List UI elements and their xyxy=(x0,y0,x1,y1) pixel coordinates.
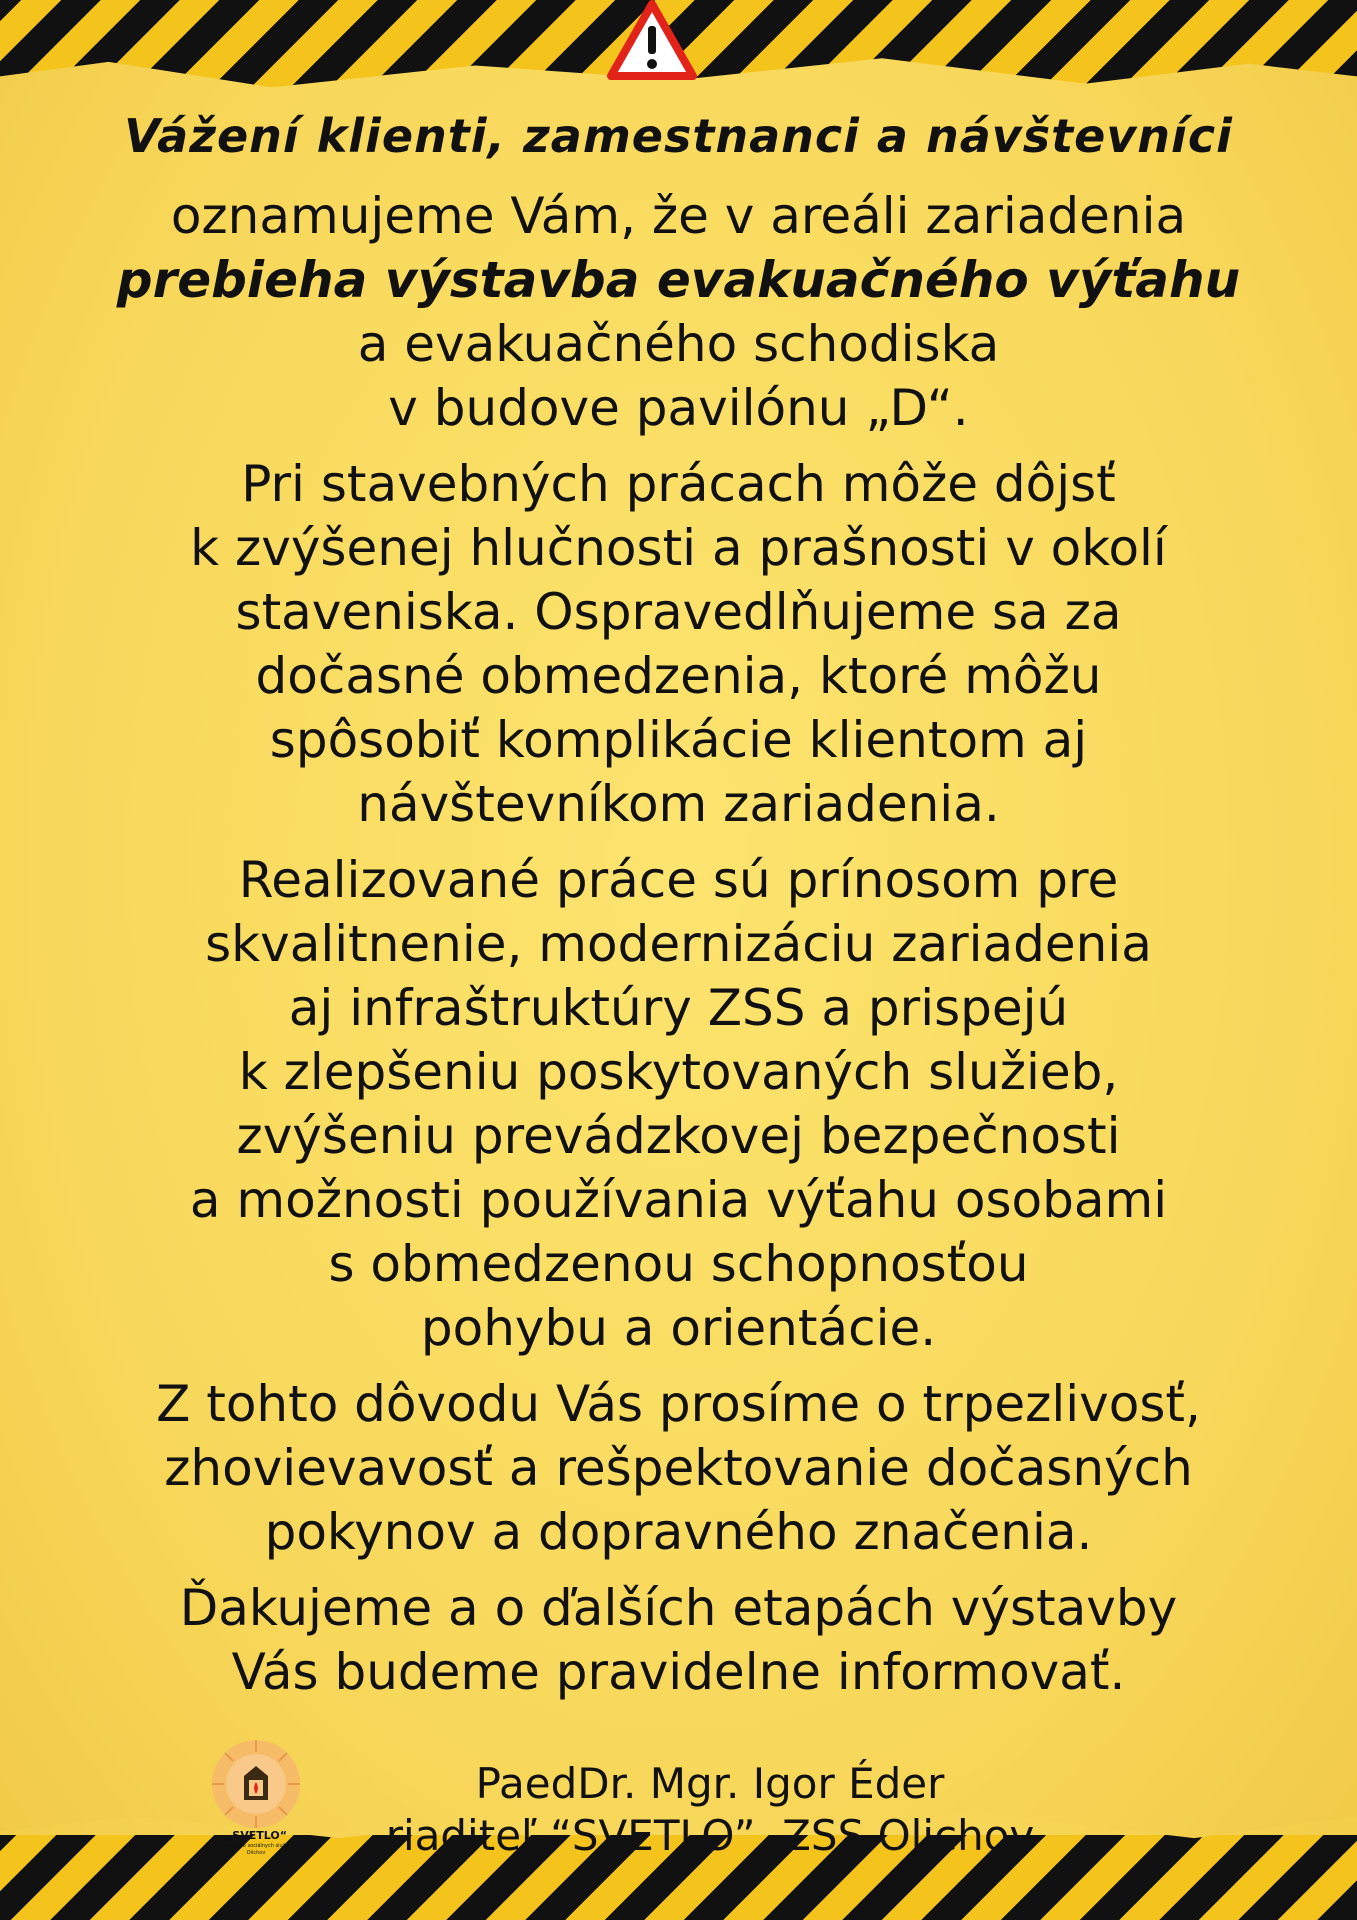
paragraph-benefits xyxy=(0,848,1357,1360)
text-line: a evakuačného schodiska xyxy=(357,315,1000,373)
text-line: oznamujeme Vám, že v areáli zariadenia xyxy=(170,187,1187,245)
text-line: pohybu a orientácie. xyxy=(420,1299,937,1357)
text-line: k zvýšenej hlučnosti a prašnosti v okolí xyxy=(190,519,1167,577)
text-line: dočasné obmedzenia, ktoré môžu xyxy=(255,647,1102,705)
text-line: Vás budeme pravidelne informovať. xyxy=(231,1643,1126,1701)
text-line: v budove pavilónu „D“. xyxy=(388,379,969,437)
paragraph-request xyxy=(0,1372,1357,1564)
text-line: staveniska. Ospravedlňujeme sa za xyxy=(235,583,1122,641)
text-line: Z tohto dôvodu Vás prosíme o trpezlivosť, xyxy=(156,1375,1201,1433)
text-line: zvýšeniu prevádzkovej bezpečnosti xyxy=(236,1107,1121,1165)
text-line: k zlepšeniu poskytovaných služieb, xyxy=(238,1043,1119,1101)
text-line: zhovievavosť a rešpektovanie dočasných xyxy=(164,1439,1193,1497)
text-line: Pri stavebných prácach môže dôjsť xyxy=(241,455,1116,513)
signature-name: PaedDr. Mgr. Igor Éder xyxy=(475,1759,945,1808)
text-line: návštevníkom zariadenia. xyxy=(357,775,1000,833)
signature-title: riaditeľ “SVETLO”, ZSS Olichov xyxy=(385,1811,1035,1860)
paragraph-thanks xyxy=(0,1576,1357,1704)
text-line: a možnosti používania výťahu osobami xyxy=(189,1171,1168,1229)
signature-block xyxy=(320,1758,1100,1862)
text-line: Realizované práce sú prínosom pre xyxy=(238,851,1119,909)
paragraph-announcement xyxy=(0,184,1357,440)
notice-content xyxy=(0,100,1357,1704)
text-line: aj infraštruktúry ZSS a prispejú xyxy=(288,979,1069,1037)
svetlo-logo xyxy=(210,1738,302,1856)
text-line: s obmedzenou schopnosťou xyxy=(328,1235,1029,1293)
text-line: pokynov a dopravného značenia. xyxy=(264,1503,1093,1561)
text-line: spôsobiť komplikácie klientom aj xyxy=(269,711,1088,769)
warning-triangle-icon xyxy=(607,0,697,80)
logo-text: „SVETLO“ xyxy=(225,1829,287,1842)
logo-subtext: Zariadenie sociálnych služieb Olichov xyxy=(219,1843,293,1856)
text-line: Ďakujeme a o ďalších etapách výstavby xyxy=(179,1579,1178,1637)
text-line: skvalitnenie, modernizáciu zariadenia xyxy=(205,915,1152,973)
notice-heading: Vážení klienti, zamestnanci a návštevníci xyxy=(124,109,1233,163)
text-line-emphasis: prebieha výstavba evakuačného výťahu xyxy=(116,251,1241,309)
paragraph-apology xyxy=(0,452,1357,836)
